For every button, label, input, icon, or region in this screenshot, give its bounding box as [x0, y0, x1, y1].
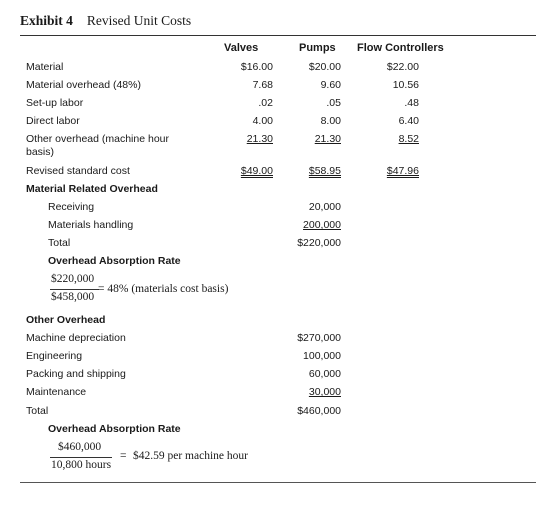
cell-pumps: .05	[326, 97, 341, 109]
col-header-valves: Valves	[224, 42, 259, 54]
row-label-continued: basis)	[26, 146, 55, 158]
fraction-result: $42.59 per machine hour	[133, 450, 248, 462]
rate-heading: Overhead Absorption Rate	[48, 255, 181, 267]
row-label: Machine depreciation	[26, 332, 126, 344]
exhibit-subtitle: Revised Unit Costs	[86, 13, 192, 28]
row-label: Material overhead (48%)	[26, 79, 141, 91]
cell-pumps: 8.00	[320, 115, 341, 127]
cell-valves: 4.00	[252, 115, 273, 127]
fraction-bar	[50, 457, 112, 458]
row-label: Receiving	[48, 201, 95, 213]
fraction-denominator: $458,000	[51, 291, 95, 303]
cell-pumps: 9.60	[320, 79, 341, 91]
row-label: Other overhead (machine hour	[26, 133, 169, 145]
row-value: $220,000	[297, 237, 341, 249]
cell-flow-controllers: $47.96	[386, 165, 419, 177]
fraction-numerator: $460,000	[58, 441, 102, 453]
cell-valves: $16.00	[240, 61, 273, 73]
top-rule	[20, 35, 536, 36]
row-value: 100,000	[303, 350, 341, 362]
cell-flow-controllers: 6.40	[398, 115, 419, 127]
row-value: 20,000	[308, 201, 341, 213]
cell-valves: 7.68	[252, 79, 273, 91]
row-label: Set-up labor	[26, 97, 84, 109]
fraction-denominator: 10,800 hours	[51, 459, 112, 471]
row-label: Total	[48, 237, 71, 249]
exhibit-number: Exhibit 4	[20, 13, 73, 28]
fraction-bar	[50, 289, 99, 290]
cell-pumps: $20.00	[308, 61, 341, 73]
row-value: 30,000	[308, 386, 341, 398]
row-value: $270,000	[297, 332, 341, 344]
row-label: Direct labor	[26, 115, 80, 127]
cell-valves: .02	[258, 97, 273, 109]
cell-valves: 21.30	[246, 133, 273, 145]
row-label: Maintenance	[26, 386, 87, 398]
row-value: $460,000	[297, 405, 341, 417]
cell-pumps: $58.95	[308, 165, 341, 177]
cell-pumps: 21.30	[314, 133, 341, 145]
row-value: 200,000	[303, 219, 341, 231]
cell-valves: $49.00	[240, 165, 273, 177]
exhibit-title	[20, 13, 191, 29]
row-label: Materials handling	[48, 219, 134, 231]
cell-flow-controllers: 10.56	[392, 79, 419, 91]
fraction-result: = 48% (materials cost basis)	[98, 283, 229, 295]
row-label: Engineering	[26, 350, 83, 362]
row-label: Packing and shipping	[26, 368, 126, 380]
cell-flow-controllers: .48	[404, 97, 419, 109]
col-header-pumps: Pumps	[299, 42, 336, 54]
section-heading: Material Related Overhead	[26, 183, 158, 195]
row-label: Revised standard cost	[26, 165, 130, 177]
row-label: Total	[26, 405, 49, 417]
rate-heading: Overhead Absorption Rate	[48, 423, 181, 435]
bottom-rule	[20, 482, 536, 483]
row-label: Material	[26, 61, 64, 73]
row-value: 60,000	[308, 368, 341, 380]
col-header-flow-controllers: Flow Controllers	[357, 42, 444, 54]
fraction-numerator: $220,000	[51, 273, 95, 285]
section-heading: Other Overhead	[26, 314, 106, 326]
fraction-equals: =	[120, 450, 127, 462]
cell-flow-controllers: $22.00	[386, 61, 419, 73]
cell-flow-controllers: 8.52	[398, 133, 419, 145]
